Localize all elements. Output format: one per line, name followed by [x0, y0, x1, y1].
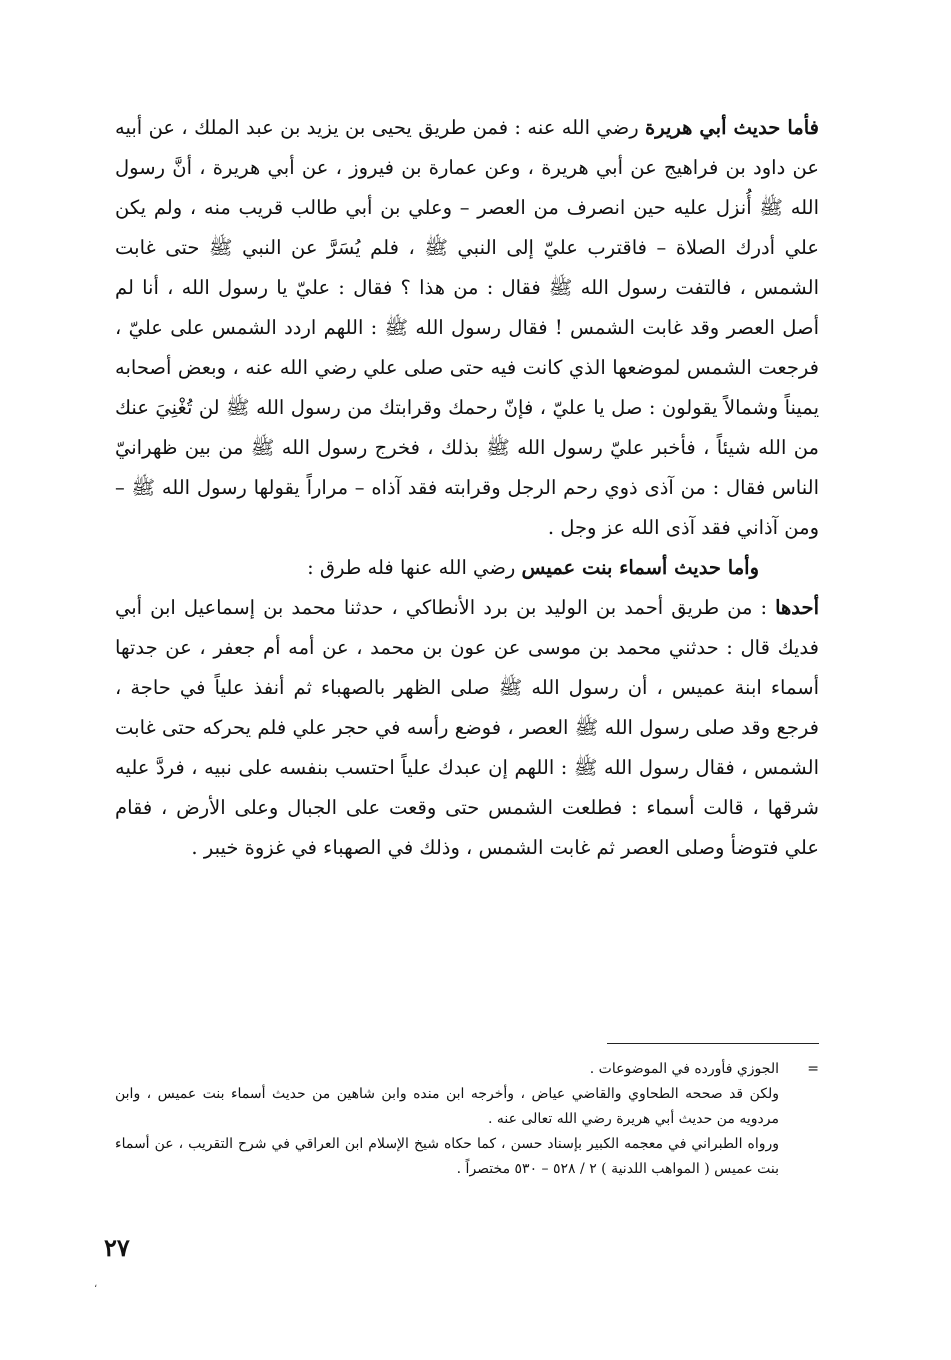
footnote-text: الجوزي فأورده في الموضوعات .	[589, 1061, 779, 1077]
corner-mark: ،	[94, 1279, 98, 1290]
footnote-paragraph	[115, 1082, 819, 1132]
page-number: ٢٧	[104, 1233, 130, 1262]
footnote-paragraph	[115, 1132, 819, 1182]
footnote-continuation	[115, 1057, 819, 1082]
paragraph-abu-hurayra	[115, 108, 819, 548]
footnote-text: ورواه الطبراني في معجمه الكبير بإسناد حسن ، كما حكاه شيخ الإسلام ابن العراقي في شرح التقريب ، عن أسماء بنت عميس ( المواهب اللدنية ) ٢ / ٥٢٨ – ٥٣٠ مختصراً .	[115, 1136, 779, 1177]
footnote-continuation-marker: =	[807, 1061, 819, 1077]
footnote-text: ولكن قد صححه الطحاوي والقاضي عياض ، وأخرجه ابن منده وابن شاهين من حديث أسماء بنت عميس ، وابن مردويه من حديث أبي هريرة رضي الله تعالى عنه .	[115, 1086, 779, 1127]
main-text	[115, 108, 819, 868]
paragraph-body: : من طريق أحمد بن الوليد بن برد الأنطاكي ، حدثنا محمد بن إسماعيل ابن أبي فديك قال : حدثني محمد بن موسى عن عون بن محمد ، عن أمه أم جعفر ، عن جدتها أسماء ابنة عميس ، أن رسول الله ﷺ صلى الظهر بالصهباء ثم أنفذ علياً في حاجة ، فرجع وقد صلى رسول الله ﷺ العصر ، فوضع رأسه في حجر علي فلم يحركه حتى غابت الشمس ، فقال رسول الله ﷺ : اللهم إن عبدك علياً احتسب بنفسه على نبيه ، فردَّ عليه شرقها ، قالت أسماء : فطلعت الشمس حتى وقعت على الجبال وعلى الأرض ، فقام علي فتوضأ وصلى العصر ثم غابت الشمس ، وذلك في الصهباء في غزوة خيبر .	[115, 596, 819, 859]
paragraph-body: رضي الله عنه : فمن طريق يحيى بن يزيد بن عبد الملك ، عن أبيه عن داود بن فراهيج عن أبي هريرة ، وعن عمارة بن فيروز ، عن أبي هريرة ، أنَّ رسول الله ﷺ أُنزل عليه حين انصرف من العصر – وعلي بن أبي طالب قريب منه ، ولم يكن علي أدرك الصلاة – فاقترب عليّ إلى النبي ﷺ ، فلم يُسَرَّ عن النبي ﷺ حتى غابت الشمس ، فالتفت رسول الله ﷺ فقال : من هذا ؟ فقال : عليّ يا رسول الله ، أنا لم أصل العصر وقد غابت الشمس ! فقال رسول الله ﷺ : اللهم اردد الشمس على عليّ ، فرجعت الشمس لموضعها الذي كانت فيه حتى صلى علي رضي الله عنه ، وبعض أصحابه يميناً وشمالاً يقولون : صل يا عليّ ، فإنّ رحمك وقرابتك من رسول الله ﷺ لن تُغْنِيَ عنك من الله شيئاً ، فأخبر عليّ رسول الله ﷺ بذلك ، فخرج رسول الله ﷺ من بين ظهرانيّ الناس فقال : من آذى ذوي رحم الرجل وقرابته فقد آذاه – مراراً يقولها رسول الله ﷺ – ومن آذاني فقد آذى الله عز وجل .	[115, 116, 819, 539]
heading-lead: وأما حديث أسماء بنت عميس	[521, 556, 759, 579]
paragraph-first-route	[115, 588, 819, 868]
paragraph-lead: فأما حديث أبي هريرة	[645, 116, 819, 139]
heading-body: رضي الله عنها فله طرق :	[307, 556, 522, 579]
paragraph-lead: أحدها	[775, 596, 819, 619]
footnote-separator	[607, 1043, 819, 1044]
section-heading-asma	[115, 548, 819, 588]
footnotes	[115, 1057, 819, 1182]
